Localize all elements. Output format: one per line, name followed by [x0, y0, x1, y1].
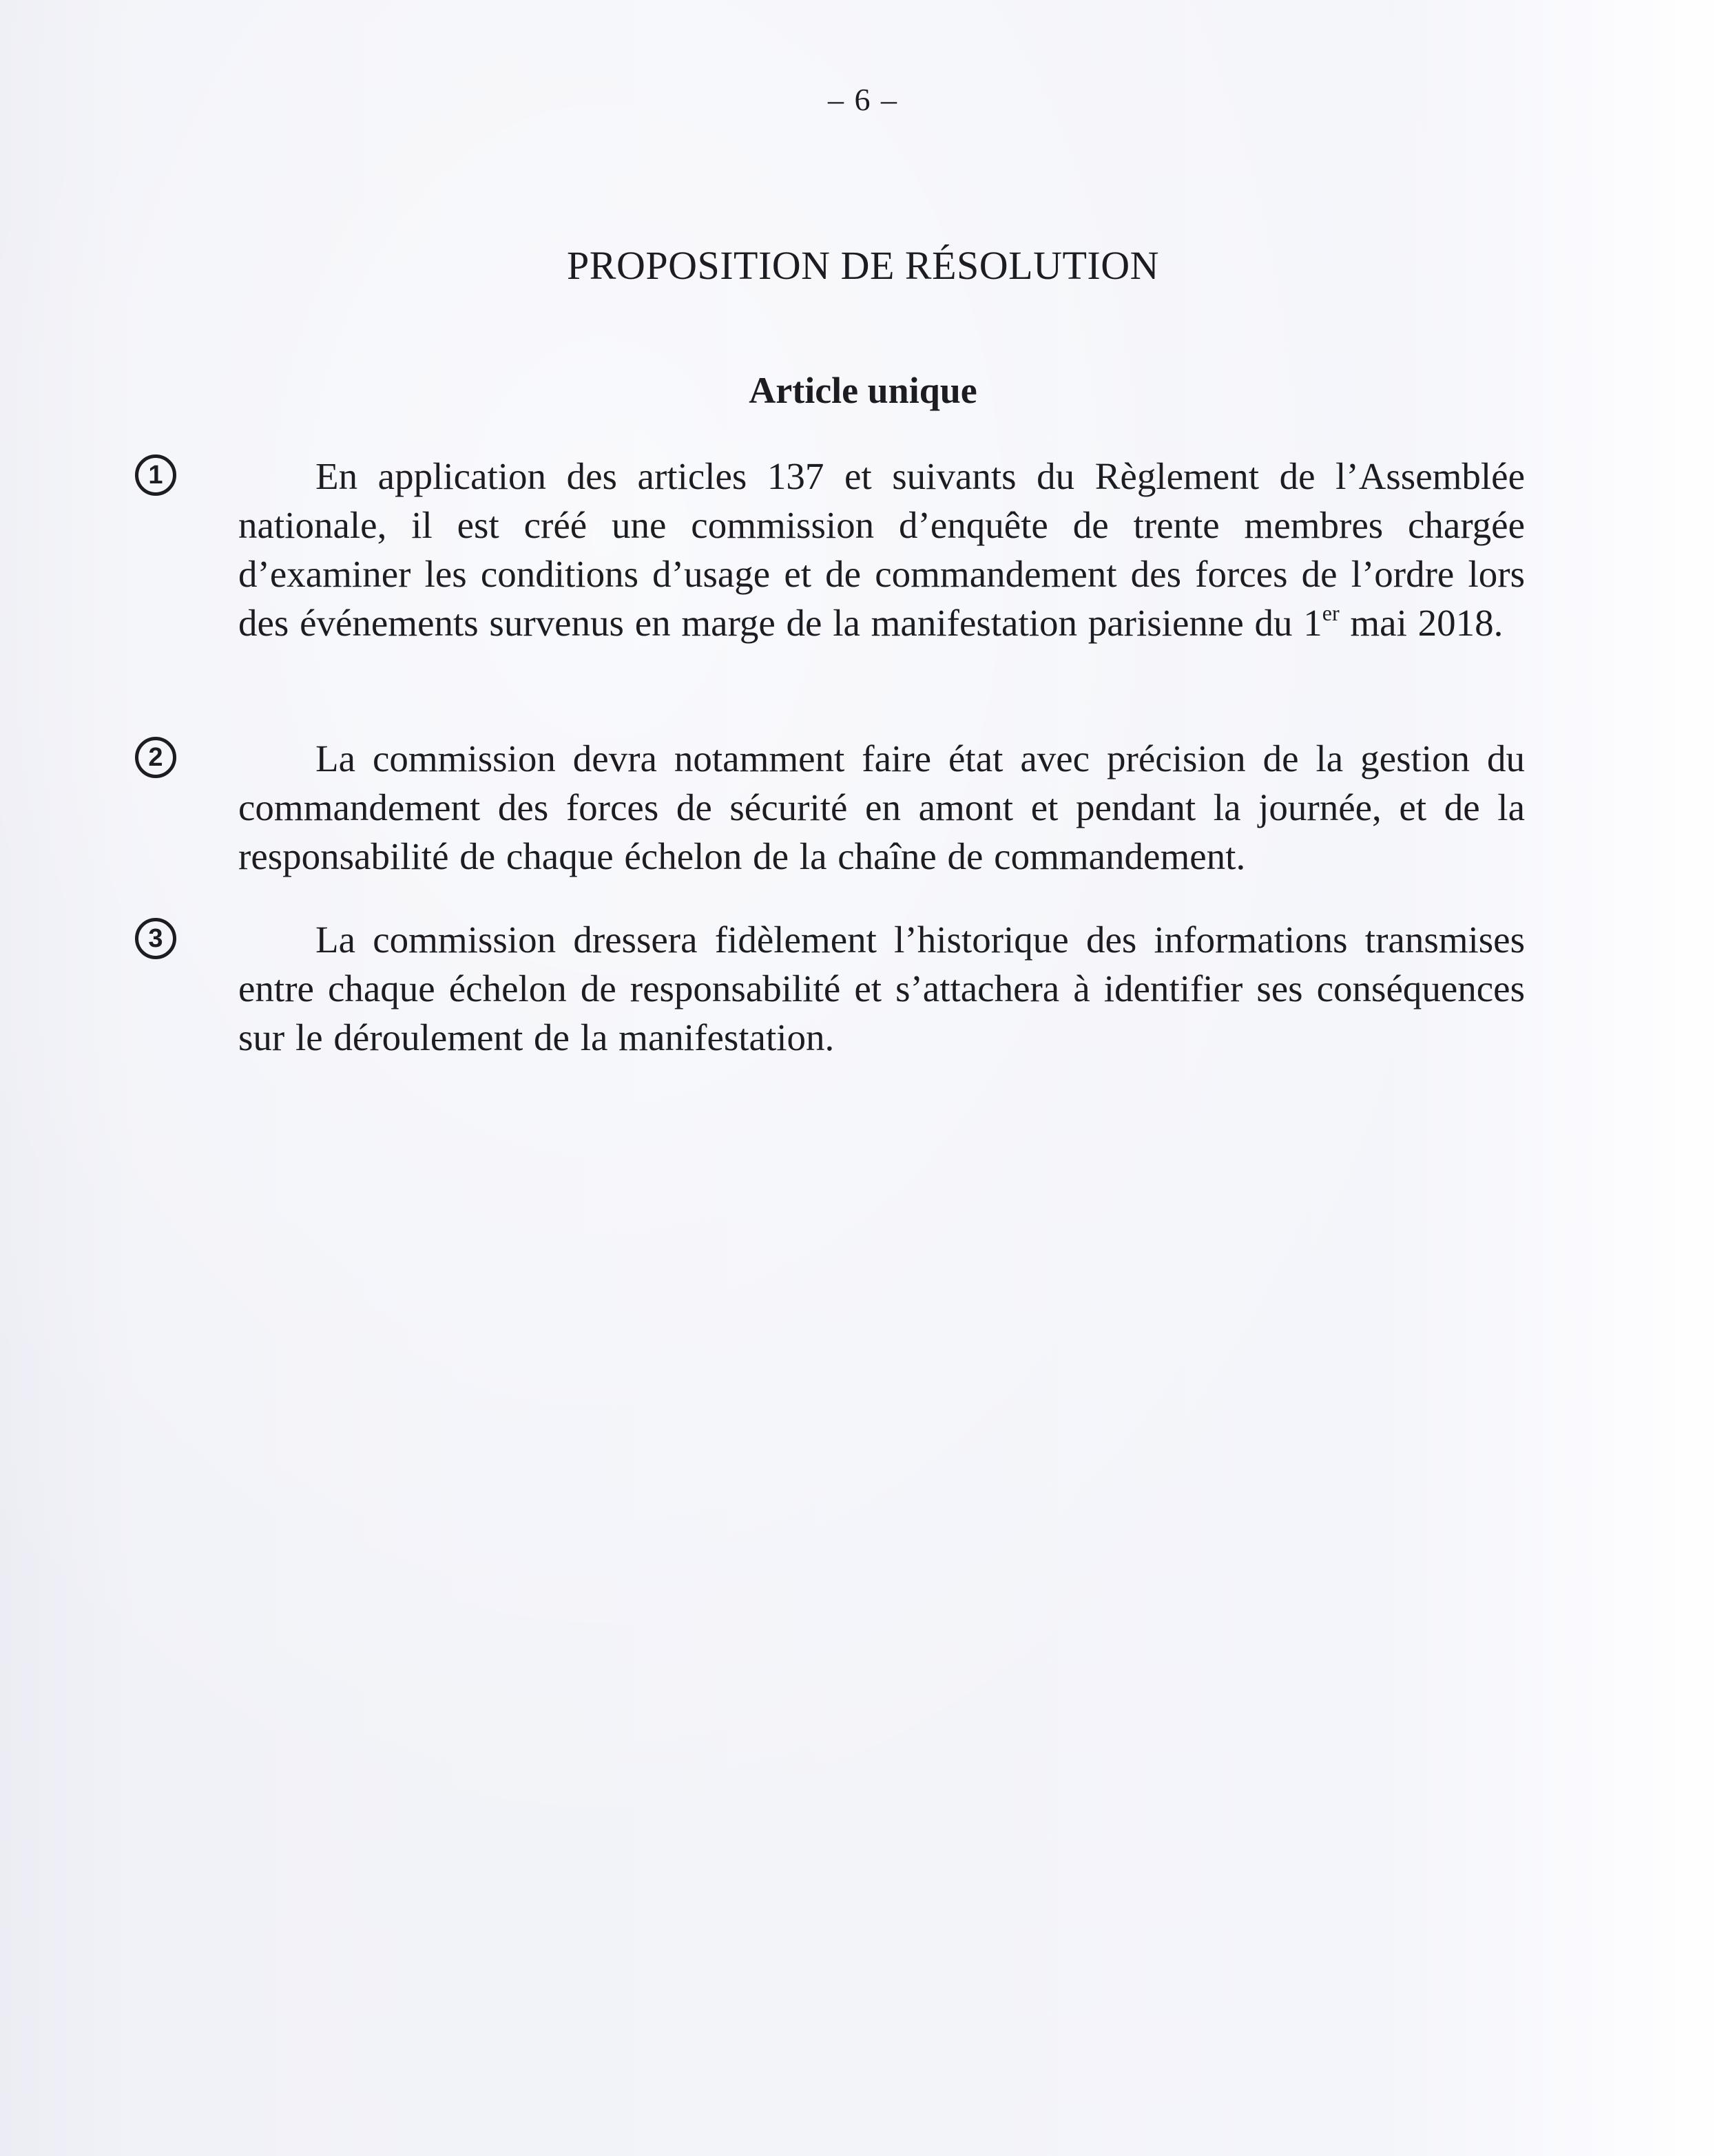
- alinea-2-paragraph: La commission devra notamment faire état avec précision de la gestion du commandement des forces de sécurité en amont et pendant la journée, et de la responsabilité de chaque échelon de la chaîne de commandement.: [238, 737, 1525, 877]
- document-title: PROPOSITION DE RÉSOLUTION: [567, 243, 1159, 288]
- alinea-3-paragraph: La commission dressera fidèlement l’historique des informations transmises entre chaque échelon de responsabilité et s’attachera à identifier ses conséquences sur le déroulement de la manifestation.: [238, 919, 1525, 1058]
- alinea-1-text: En application des articles 137 et suivants du Règlement de l’Assemblée nationale, il est créé une commission d’enquête de trente membres chargée d’examiner les conditions d’usage et de commandement des forces de l’ordre lors des événements survenus en marge de la manifestation parisienne du 1: [238, 455, 1525, 644]
- alinea-1-superscript: er: [1322, 600, 1340, 625]
- article-heading: Article unique: [749, 370, 977, 411]
- alinea-2-marker: 2: [135, 737, 176, 778]
- alinea-3-marker: 3: [135, 918, 176, 959]
- page-number: – 6 –: [828, 82, 898, 117]
- alinea-1-paragraph: [238, 452, 1525, 647]
- alinea-1-text-end: mai 2018.: [1339, 602, 1504, 644]
- alinea-1-marker: 1: [135, 454, 176, 496]
